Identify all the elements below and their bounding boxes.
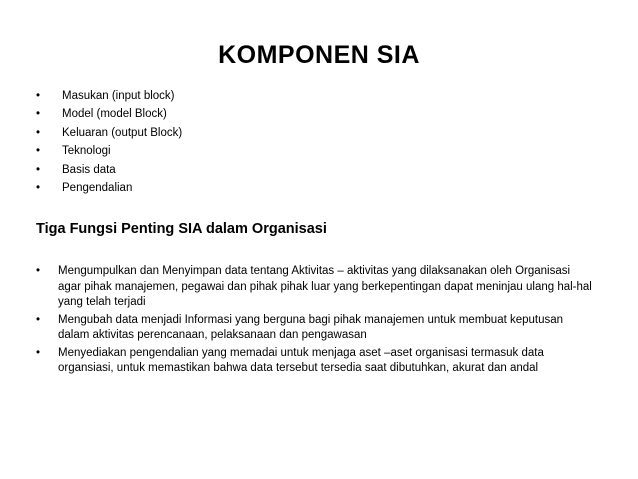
component-label: Teknologi [62, 145, 111, 158]
bullet-icon: • [36, 108, 41, 121]
bullet-icon: • [36, 346, 41, 359]
bullet-icon: • [36, 145, 41, 158]
bullet-icon: • [36, 181, 41, 194]
function-text: Mengubah data menjadi Informasi yang berguna bagi pihak manajemen untuk membuat keputusan dalam aktivitas perencanaan, pelaksanaan dan pengawasan [58, 313, 564, 341]
bullet-icon: • [36, 126, 41, 139]
list-item [36, 87, 182, 105]
functions-heading: Tiga Fungsi Penting SIA dalam Organisasi [36, 221, 327, 237]
function-text: Mengumpulkan dan Menyimpan data tentang Aktivitas – aktivitas yang dilaksanakan oleh Organisasi agar pihak manajemen, pegawai dan pihak pihak luar yang berkepentingan dapat meninjau ulang hal-hal yang telah terjadi [58, 265, 592, 308]
list-item [36, 105, 182, 123]
component-label: Masukan (input block) [62, 90, 175, 102]
component-label: Keluaran (output Block) [62, 126, 183, 139]
slide-title: KOMPONEN SIA [218, 41, 420, 69]
list-item [36, 264, 596, 311]
bullet-icon: • [36, 163, 41, 176]
bullet-icon: • [36, 313, 41, 326]
list-item [36, 161, 182, 179]
list-item [36, 179, 182, 197]
list-item [36, 124, 182, 142]
component-label: Pengendalian [62, 181, 133, 194]
component-label: Model (model Block) [62, 108, 167, 121]
list-item [36, 346, 596, 377]
list-item [36, 142, 182, 160]
list-item [36, 313, 596, 344]
function-text: Menyediakan pengendalian yang memadai untuk menjaga aset –aset organisasi termasuk data organsiasi, untuk memastikan bahwa data tersebut tersedia saat dibutuhkan, akurat dan andal [58, 346, 544, 374]
functions-list [36, 264, 596, 379]
components-list [36, 87, 182, 197]
bullet-icon: • [36, 265, 41, 277]
component-label: Basis data [62, 163, 116, 176]
bullet-icon: • [36, 90, 41, 102]
